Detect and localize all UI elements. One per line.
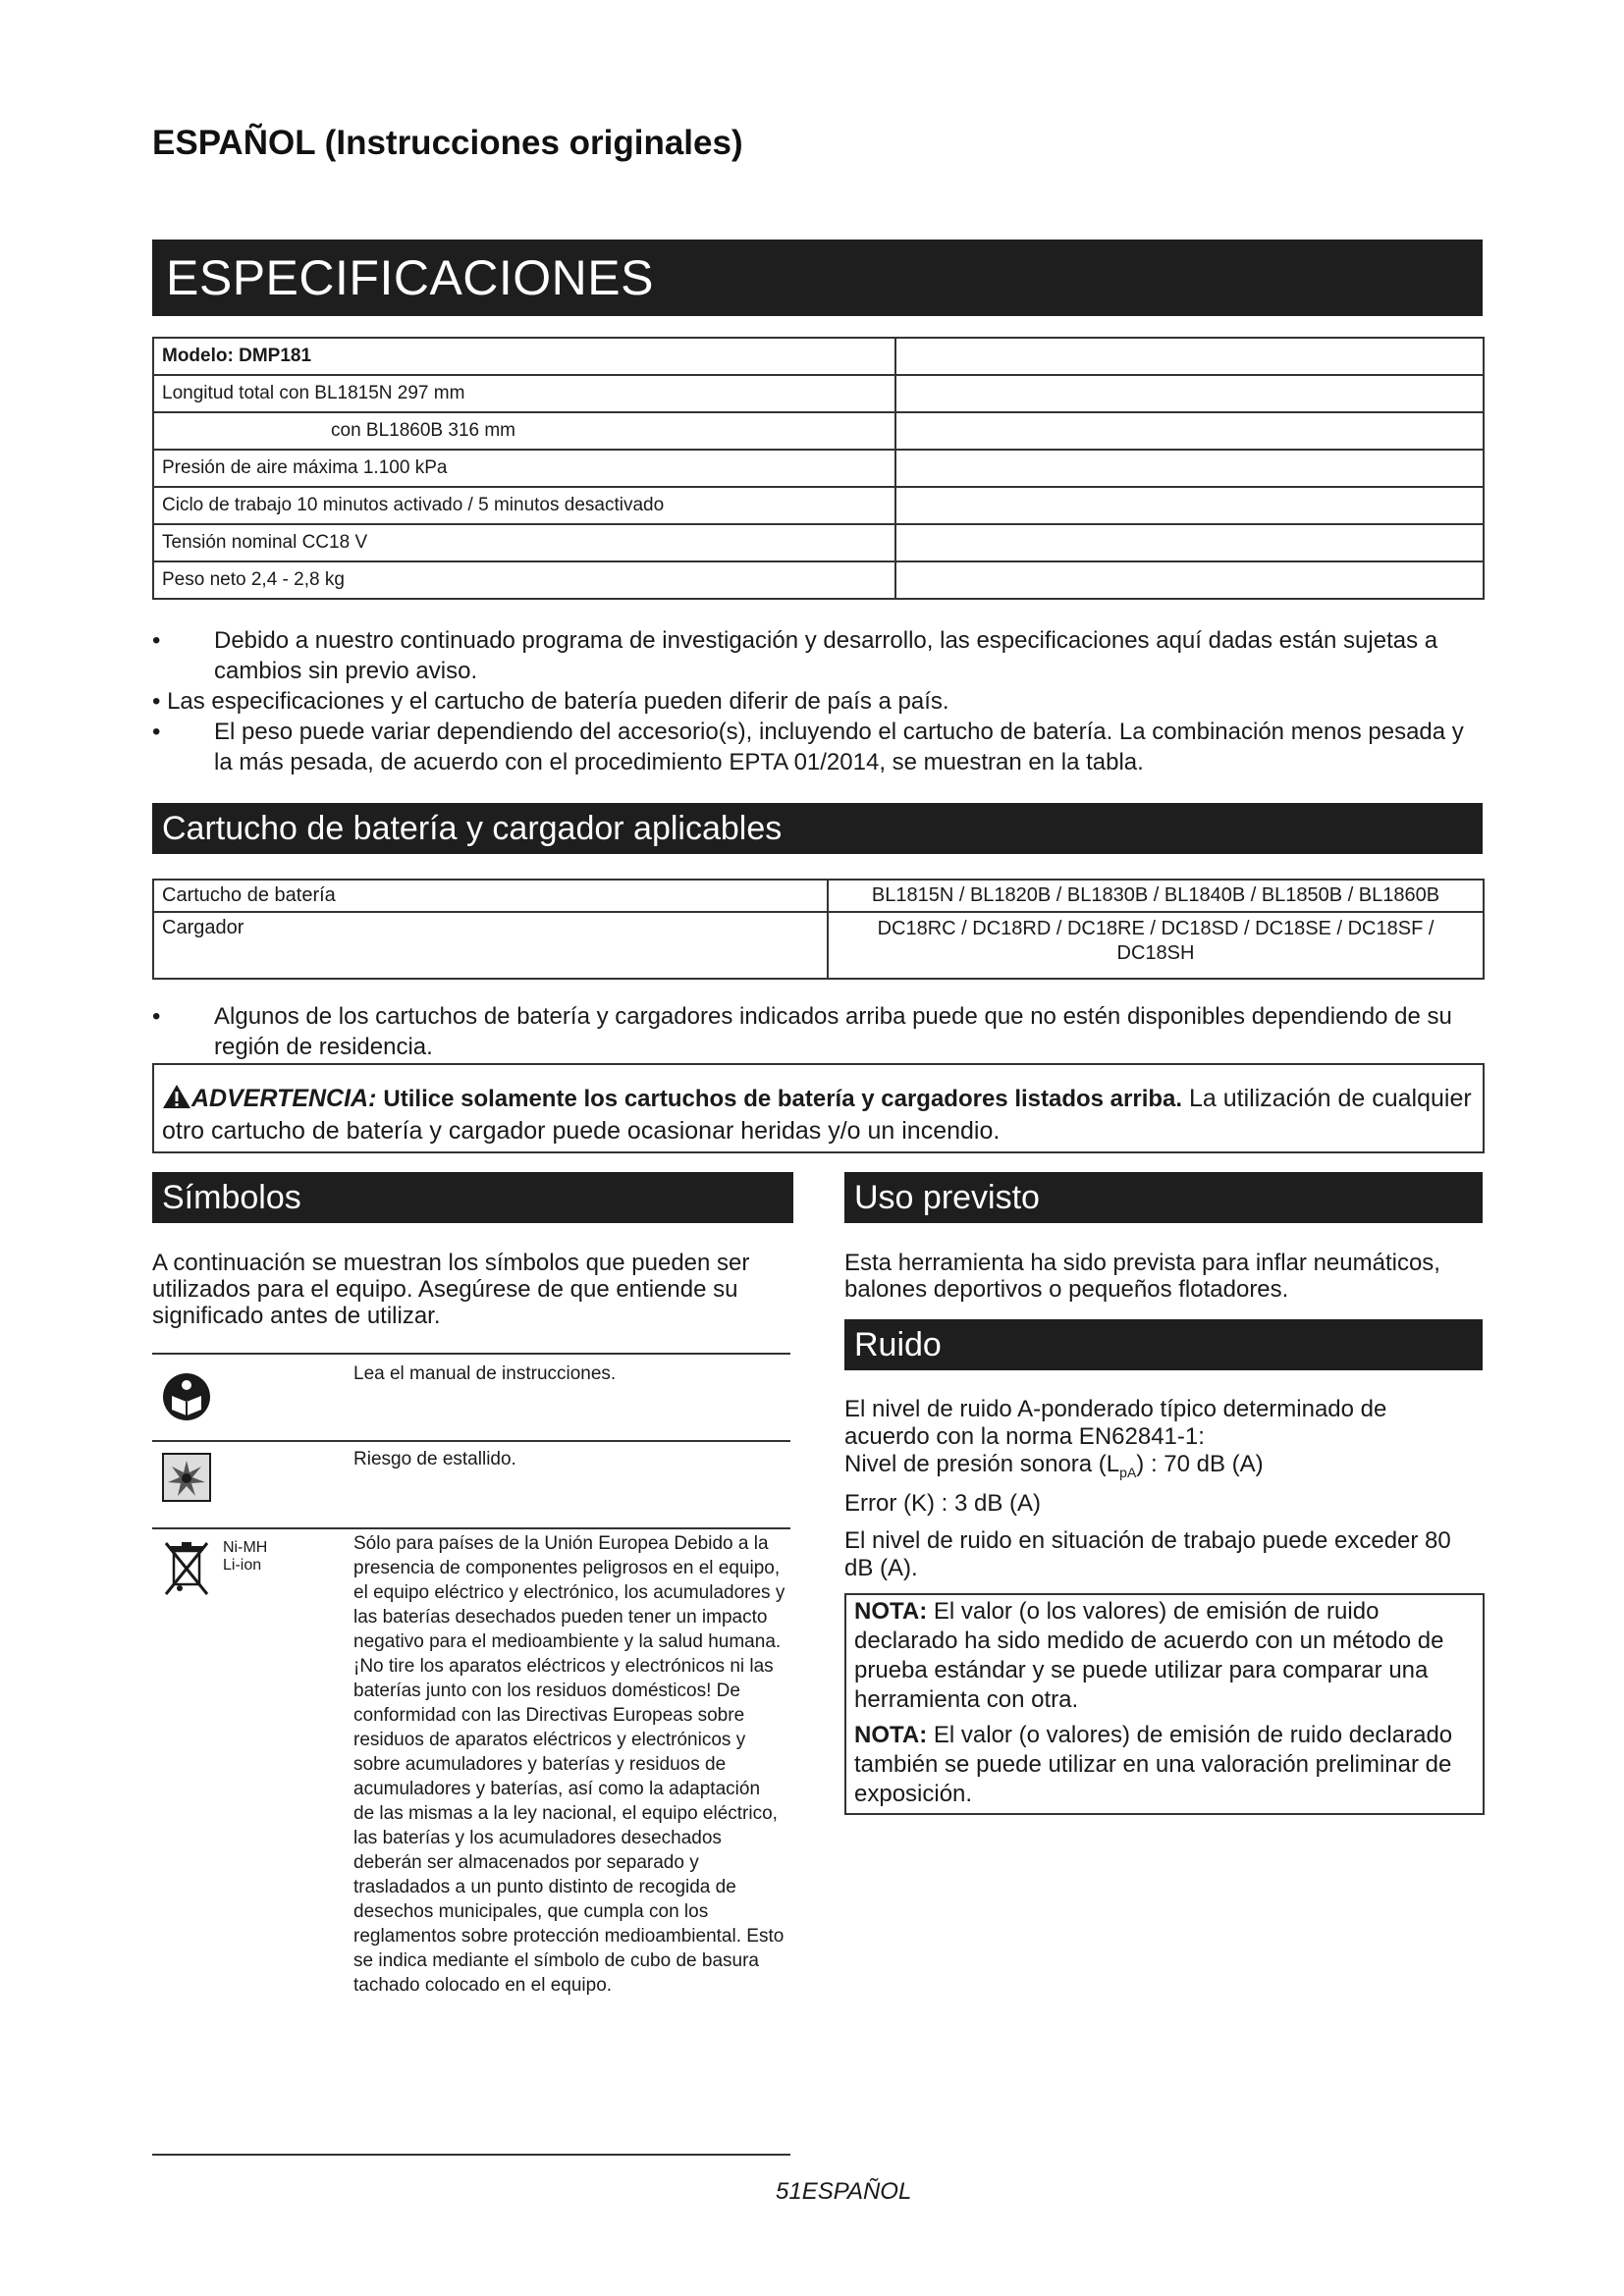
battery-models: BL1815N / BL1820B / BL1830B / BL1840B / BL1850B / BL1860B	[828, 880, 1484, 912]
noise-notes-box	[844, 1593, 1485, 1815]
note-paragraph	[846, 1721, 1483, 1809]
spec-voltage: Tensión nominal CC18 V	[153, 524, 895, 561]
battery-charger-table	[152, 879, 1485, 980]
warning-triangle-icon	[162, 1084, 191, 1109]
note-text: El valor (o valores) de emisión de ruido declarado también se puede utilizar en una valoración preliminar de exposición.	[854, 1722, 1453, 1807]
table-row	[153, 561, 1484, 599]
spec-value-cell	[895, 338, 1484, 375]
charger-label: Cargador	[153, 912, 828, 979]
noise-work-note: El nivel de ruido en situación de trabajo puede exceder 80 dB (A).	[844, 1526, 1451, 1581]
spec-length-2: con BL1860B 316 mm	[153, 412, 895, 450]
battery-type-nimh: Ni-MH	[223, 1539, 268, 1556]
battery-charger-heading-text: Cartucho de batería y cargador aplicables	[162, 810, 783, 847]
symbol-text: Lea el manual de instrucciones.	[353, 1363, 617, 1384]
read-manual-icon	[162, 1372, 211, 1421]
table-row	[153, 412, 1484, 450]
warning-text: La utilización de cualquier otro cartucho de batería y cargador puede ocasionar heridas y/o un incendio.	[162, 1085, 1472, 1145]
note-text: Algunos de los cartuchos de batería y cargadores indicados arriba puede que no estén disponibles dependiendo de su región de residencia.	[214, 1003, 1452, 1060]
noise-pressure-subscript: pA	[1119, 1464, 1137, 1480]
specifications-table	[152, 337, 1485, 600]
spec-duty-cycle: Ciclo de trabajo 10 minutos activado / 5 minutos desactivado	[153, 487, 895, 524]
page-number: 51ESPAÑOL	[776, 2178, 912, 2205]
spec-length-1: Longitud total con BL1815N 297 mm	[153, 375, 895, 412]
spec-weight: Peso neto 2,4 - 2,8 kg	[153, 561, 895, 599]
list-item	[152, 686, 1483, 717]
table-row	[153, 450, 1484, 487]
spec-value-cell	[895, 561, 1484, 599]
list-item: • Algunos de los cartuchos de batería y cargadores indicados arriba puede que no estén disponibles dependiendo de su región de residencia.	[152, 1003, 1452, 1060]
spec-value-cell	[895, 524, 1484, 561]
symbol-text: Riesgo de estallido.	[353, 1449, 516, 1469]
table-row	[153, 880, 1484, 912]
note-text: El valor (o los valores) de emisión de ruido declarado ha sido medido de acuerdo con un método de prueba estándar y se puede utilizar para comparar una herramienta con otra.	[854, 1598, 1444, 1713]
specifications-heading	[152, 240, 1483, 316]
warning-label: ADVERTENCIA:	[191, 1085, 377, 1112]
spec-value-cell	[895, 487, 1484, 524]
burst-risk-icon	[162, 1453, 211, 1502]
symbols-heading	[152, 1172, 793, 1223]
spec-model: Modelo: DMP181	[153, 338, 895, 375]
intended-use-heading	[844, 1172, 1483, 1223]
spec-pressure: Presión de aire máxima 1.100 kPa	[153, 450, 895, 487]
availability-note	[152, 1001, 1483, 1062]
noise-heading-text: Ruido	[854, 1326, 942, 1363]
noise-heading	[844, 1319, 1483, 1370]
table-row	[153, 524, 1484, 561]
note-text: Debido a nuestro continuado programa de investigación y desarrollo, las especificaciones aquí dadas están sujetas a cambios sin previo aviso.	[214, 627, 1438, 684]
noise-error: Error (K) : 3 dB (A)	[844, 1489, 1042, 1517]
warning-bold-text: Utilice solamente los cartuchos de batería y cargadores listados arriba.	[383, 1086, 1183, 1112]
spec-value-cell	[895, 450, 1484, 487]
note-text: • Las especificaciones y el cartucho de batería pueden diferir de país a país.	[152, 688, 949, 715]
noise-content	[844, 1396, 1478, 1582]
table-row	[153, 912, 1484, 979]
note-text: El peso puede variar dependiendo del accesorio(s), incluyendo el cartucho de batería. La combinación menos pesada y la más pesada, de acuerdo con el procedimiento EPTA 01/2014, se muestran en la tabla.	[214, 719, 1464, 775]
noise-pressure-value: ) : 70 dB (A)	[1136, 1451, 1264, 1477]
spec-value-cell	[895, 412, 1484, 450]
note-label: NOTA:	[854, 1722, 928, 1748]
page-language-title: ESPAÑOL (Instrucciones originales)	[152, 124, 743, 162]
battery-label: Cartucho de batería	[153, 880, 828, 912]
note-paragraph	[846, 1597, 1483, 1715]
intended-use-text: Esta herramienta ha sido prevista para inflar neumáticos, balones deportivos o pequeños flotadores.	[844, 1250, 1440, 1303]
noise-pressure-label: Nivel de presión sonora (L	[844, 1451, 1120, 1477]
list-item: • Debido a nuestro continuado programa de investigación y desarrollo, las especificaciones aquí dadas están sujetas a cambios sin previo aviso.	[152, 627, 1438, 684]
symbols-intro: A continuación se muestran los símbolos que pueden ser utilizados para el equipo. Asegúrese de que entiende su significado antes de utilizar.	[152, 1250, 750, 1329]
charger-models: DC18RC / DC18RD / DC18RE / DC18SD / DC18SE / DC18SF / DC18SH	[828, 912, 1484, 979]
noise-pressure-level	[844, 1451, 1478, 1486]
battery-charger-heading	[152, 803, 1483, 854]
note-label: NOTA:	[854, 1598, 928, 1625]
noise-intro: El nivel de ruido A-ponderado típico determinado de acuerdo con la norma EN62841-1:	[844, 1396, 1387, 1450]
table-row	[153, 338, 1484, 375]
table-row	[153, 487, 1484, 524]
table-row	[153, 375, 1484, 412]
crossed-bin-icon	[162, 1539, 211, 1596]
battery-type-labels	[223, 1539, 267, 1575]
spec-value-cell	[895, 375, 1484, 412]
intended-use-heading-text: Uso previsto	[854, 1179, 1040, 1216]
symbols-heading-text: Símbolos	[162, 1179, 301, 1216]
battery-type-liion: Li-ion	[223, 1557, 262, 1574]
specifications-heading-text: ESPECIFICACIONES	[166, 250, 654, 305]
list-item: • El peso puede variar dependiendo del accesorio(s), incluyendo el cartucho de batería. La combinación menos pesada y la más pesada, de acuerdo con el procedimiento EPTA 01/2014, se muestran en la tabla.	[152, 719, 1464, 775]
symbol-text: Sólo para países de la Unión Europea Debido a la presencia de componentes peligrosos en el equipo, el equipo eléctrico y electrónico, los acumuladores y las baterías desechados pueden tener un impacto negativo para el medioambiente y la salud humana. ¡No tire los aparatos eléctricos y electrónicos ni las baterías junto con los residuos domésticos! De conformidad con las Directivas Europeas sobre residuos de aparatos eléctricos y electrónicos y sobre acumuladores y baterías y residuos de acumuladores y baterías, así como la adaptación de las mismas a la ley nacional, el equipo eléctrico, las baterías y los acumuladores desechados deberán ser almacenados por separado y trasladados a un punto distinto de recogida de desechos municipales, que cumpla con los reglamentos sobre protección medioambiental. Esto se indica mediante el símbolo de cubo de basura tachado colocado en el equipo.	[353, 1533, 785, 1996]
warning-box	[152, 1063, 1485, 1153]
specifications-notes	[152, 625, 1483, 777]
